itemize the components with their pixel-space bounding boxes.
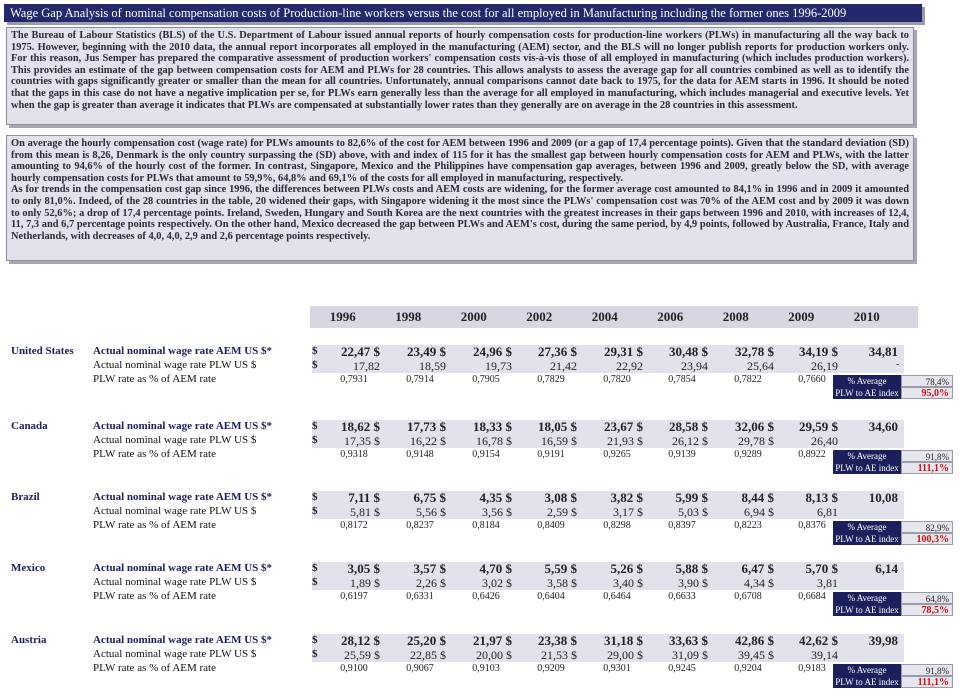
pct-value: 0,9154 [472, 449, 500, 460]
plw-value: 26,40 [811, 434, 838, 448]
year-header-2000: 2000 [460, 309, 487, 324]
stats-box [833, 592, 953, 616]
pct-value: 0,8184 [472, 520, 500, 531]
pct-value: 0,9139 [668, 449, 696, 460]
stat-row-index [833, 604, 953, 616]
pct-value: 0,6708 [734, 591, 762, 602]
aem-value: 5,70 $ [805, 561, 838, 576]
pct-value: 0,6426 [472, 591, 500, 602]
pct-value: 0,7822 [734, 374, 762, 385]
aem-value: 28,58 $ [669, 419, 708, 434]
pct-value: 0,9245 [668, 663, 696, 674]
country-name-canada: Canada [11, 420, 48, 432]
currency-sign: $ [312, 634, 318, 646]
aem-value: 18,33 $ [473, 419, 512, 434]
aem-value: 22,47 $ [341, 344, 380, 359]
pct-value: 0,6331 [406, 591, 434, 602]
aem-value: 4,35 $ [479, 490, 512, 505]
currency-sign: $ [312, 648, 318, 660]
label-aem: Actual nominal wage rate AEM US $* [93, 491, 273, 503]
stat-value-average: 91,8% [901, 664, 953, 676]
pct-value: 0,7905 [472, 374, 500, 385]
pct-value: 0,9265 [603, 449, 631, 460]
plw-value: 26,19 [811, 359, 838, 373]
stats-box [833, 375, 953, 399]
aem-value: 31,18 $ [604, 633, 643, 648]
pct-value: 0,8376 [798, 520, 826, 531]
plw-value: 2,26 $ [416, 576, 446, 590]
aem-value: 42,62 $ [799, 633, 838, 648]
stat-row-average [833, 521, 953, 533]
stat-value-average: 82,9% [901, 521, 953, 533]
aem-value: 29,31 $ [604, 344, 643, 359]
plw-value: 3,56 $ [482, 505, 512, 519]
analysis-paragraph-trends: As for trends in the compensation cost gap since 1996, the differences between PLWs costs and AEM costs are widening, for the former average cost amounted to 84,1% in 1996 and in 2009 it amounted to only 81,0%. Indeed, of the 28 countries in the table, 20 widened their gaps, with Singapore widening it the most since the PLWs' compensation cost was 70% of the AEM cost and by 2009 it was down to only 52,6%; a drop of 17,4 percentage points. Ireland, Sweden, Hungary and South Korea are the next countries with the greatest increases in their gaps between 1996 and 2010, with increases of 12,4, 11, 7,3 and 6,7 percentage points respectively. On the other hand, Mexico decreased the gap between PLWs and AEM's cost, during the same period, by 4,9 points, followed by Australia, France, Italy and Netherlands, with decreases of 4,0, 4,0, 2,9 and 2,6 percentage points respectively. [11, 184, 909, 242]
plw-value: 6,94 $ [744, 505, 774, 519]
aem-value: 23,49 $ [407, 344, 446, 359]
stat-row-index [833, 533, 953, 545]
plw-value: 5,56 $ [416, 505, 446, 519]
country-name-united-states: United States [11, 345, 74, 357]
page-title: Wage Gap Analysis of nominal compensation costs of Production-line workers versus the cost for all employed in Manufacturing including the former ones 1996-2009 [4, 4, 922, 22]
pct-value: 0,9204 [734, 663, 762, 674]
stat-label-average: % Average [833, 592, 901, 604]
pct-value: 0,8298 [603, 520, 631, 531]
pct-value: 0,8237 [406, 520, 434, 531]
plw-value: 17,82 [353, 359, 380, 373]
plw-value: 3,90 $ [678, 576, 708, 590]
label-plw: Actual nominal wage rate PLW US $ [93, 648, 257, 660]
currency-sign: $ [312, 420, 318, 432]
aem-value: 8,44 $ [741, 490, 774, 505]
label-plw: Actual nominal wage rate PLW US $ [93, 359, 257, 371]
currency-sign: $ [312, 359, 318, 371]
aem-value: 30,48 $ [669, 344, 708, 359]
stats-box [833, 450, 953, 474]
label-plw: Actual nominal wage rate PLW US $ [93, 576, 257, 588]
aem-value: 6,47 $ [741, 561, 774, 576]
plw-value: 39,45 $ [738, 648, 774, 662]
stat-value-average: 64,8% [901, 592, 953, 604]
stat-label-index: PLW to AE index [833, 676, 901, 688]
country-block [0, 345, 960, 401]
analysis-paragraph-average: On average the hourly compensation cost (wage rate) for PLWs amounts to 82,6% of the cost for AEM between 1996 and 2009 (or a gap of 17,4 percentage points). Given that the standard deviation (SD) from this mean is 8,26, Denmark is the only country surpassing the (SD) above, with and index of 115 for it has the smallest gap between hourly compensation costs for AEM and PLWs, with the latter amounting to 94,6% of the hourly cost of the former. In contrast, Singapore, Mexico and the Philippines have compensation gap averages, between 1996 and 2009, greatly below the SD, with average hourly compensation costs for PLWs that amount to 59,9%, 64,8% and 69,1% of the costs for all employed in manufacturing, respectively. [11, 138, 909, 184]
plw-value: 5,81 $ [350, 505, 380, 519]
stat-label-index: PLW to AE index [833, 387, 901, 399]
pct-value: 0,6404 [537, 591, 565, 602]
pct-value: 0,9183 [798, 663, 826, 674]
plw-value: 29,78 $ [738, 434, 774, 448]
pct-value: 0,8922 [798, 449, 826, 460]
aem-value: 32,78 $ [735, 344, 774, 359]
intro-paragraph: The Bureau of Labour Statistics (BLS) of the U.S. Department of Labour issued annual reports of hourly compensation costs for production-line workers (PLWs) in manufacturing all the way back to 1975. However, beginning with the 2010 data, the annual report incorporates all employed in the manufacturing (AEM) sector, and the BLS will no longer publish reports for production workers only. For this reason, Jus Semper has prepared the comparative assessment of production workers' compensation costs vis-à-vis those of all employed in manufacturing (which includes production workers). This provides an estimate of the gap between compensation costs for AEM and PLWs for 28 countries. This allows analysts to assess the average gap for all countries combined as well as to identify the countries with gaps significantly greater or smaller than the mean for all countries. Unfortunately, annual comparisons cannot date back to 1975, for the data for AEM starts in 1996. It should be noted that the gaps in this case do not have a negative implication per se, for PLWs earn generally less than the average for all employed in manufacturing, which includes managerial and executive levels. Yet when the gap is greater than average it indicates that PLWs are compensated at substantially lower rates than they generally are on average in the 28 countries in this assessment. [11, 30, 909, 111]
pct-value: 0,9067 [406, 663, 434, 674]
pct-value: 0,9289 [734, 449, 762, 460]
aem-value: 34,19 $ [799, 344, 838, 359]
aem-value: 18,62 $ [341, 419, 380, 434]
plw-value: 25,64 [747, 359, 774, 373]
aem-value: 32,06 $ [735, 419, 774, 434]
pct-value: 0,7660 [798, 374, 826, 385]
pct-value: 0,7820 [603, 374, 631, 385]
year-header-2010: 2010 [853, 309, 880, 324]
label-aem: Actual nominal wage rate AEM US $* [93, 634, 273, 646]
plw-value: 20,00 $ [476, 648, 512, 662]
plw-value: 3,17 $ [613, 505, 643, 519]
stat-label-index: PLW to AE index [833, 604, 901, 616]
aem-value: 4,70 $ [479, 561, 512, 576]
aem-value: 17,73 $ [407, 419, 446, 434]
pct-value: 0,9100 [340, 663, 368, 674]
plw-value: 21,42 [550, 359, 577, 373]
label-aem: Actual nominal wage rate AEM US $* [93, 420, 273, 432]
pct-value: 0,8172 [340, 520, 368, 531]
pct-value: 0,6197 [340, 591, 368, 602]
country-block [0, 420, 960, 476]
plw-value: 3,02 $ [482, 576, 512, 590]
country-block [0, 562, 960, 618]
stat-value-average: 91,8% [901, 450, 953, 462]
plw-value: 21,93 $ [607, 434, 643, 448]
plw-value: 21,53 $ [541, 648, 577, 662]
currency-sign: $ [312, 491, 318, 503]
plw-value: 16,59 $ [541, 434, 577, 448]
aem-value: 42,86 $ [735, 633, 774, 648]
currency-sign: $ [312, 345, 318, 357]
currency-sign: $ [312, 505, 318, 517]
plw-value: 6,81 [817, 505, 838, 519]
plw-value: 39,14 [811, 648, 838, 662]
year-header-2009: 2009 [788, 309, 815, 324]
pct-value: 0,9103 [472, 663, 500, 674]
plw-value: 16,78 $ [476, 434, 512, 448]
aem-value: 8,13 $ [805, 490, 838, 505]
plw-value: 17,35 $ [344, 434, 380, 448]
aem-value: 3,57 $ [413, 561, 446, 576]
year-header-2008: 2008 [722, 309, 749, 324]
label-plw: Actual nominal wage rate PLW US $ [93, 434, 257, 446]
intro-textbox [6, 27, 914, 125]
aem-value: 5,88 $ [675, 561, 708, 576]
stat-value-index: 95,0% [901, 387, 953, 399]
stat-label-average: % Average [833, 521, 901, 533]
label-pct: PLW rate as % of AEM rate [93, 373, 216, 385]
year-header-1996: 1996 [329, 309, 356, 324]
aem-value: 5,26 $ [610, 561, 643, 576]
currency-sign: $ [312, 562, 318, 574]
analysis-textbox [6, 135, 914, 261]
country-block [0, 634, 960, 690]
label-pct: PLW rate as % of AEM rate [93, 448, 216, 460]
pct-value: 0,6684 [798, 591, 826, 602]
stats-box [833, 521, 953, 545]
year-header-2006: 2006 [657, 309, 684, 324]
year-header-1998: 1998 [395, 309, 422, 324]
aem-value: 18,05 $ [538, 419, 577, 434]
aem-value: 3,08 $ [544, 490, 577, 505]
stat-row-average [833, 664, 953, 676]
plw-value: 18,59 [419, 359, 446, 373]
plw-value: 4,34 $ [744, 576, 774, 590]
country-name-brazil: Brazil [11, 491, 40, 503]
plw-value: 3,58 $ [547, 576, 577, 590]
country-name-mexico: Mexico [11, 562, 46, 574]
plw-value: 16,22 $ [410, 434, 446, 448]
pct-value: 0,7931 [340, 374, 368, 385]
plw-value: 31,09 $ [672, 648, 708, 662]
plw-value: 25,59 $ [344, 648, 380, 662]
aem-value-2010: 10,08 [868, 490, 898, 505]
aem-value-2010: 34,60 [868, 419, 898, 434]
aem-value-2010: 34,81 [868, 344, 898, 359]
aem-value: 23,67 $ [604, 419, 643, 434]
aem-value: 23,38 $ [538, 633, 577, 648]
label-aem: Actual nominal wage rate AEM US $* [93, 345, 273, 357]
aem-value: 3,82 $ [610, 490, 643, 505]
aem-value: 28,12 $ [341, 633, 380, 648]
aem-value: 24,96 $ [473, 344, 512, 359]
stat-value-index: 100,3% [901, 533, 953, 545]
currency-sign: $ [312, 576, 318, 588]
aem-value: 6,75 $ [413, 490, 446, 505]
aem-value: 5,99 $ [675, 490, 708, 505]
stat-row-index [833, 387, 953, 399]
aem-value: 5,59 $ [544, 561, 577, 576]
pct-value: 0,8223 [734, 520, 762, 531]
stat-value-average: 78,4% [901, 375, 953, 387]
plw-value: 22,85 $ [410, 648, 446, 662]
year-header-2002: 2002 [526, 309, 553, 324]
stat-label-index: PLW to AE index [833, 533, 901, 545]
pct-value: 0,7914 [406, 374, 434, 385]
stat-row-average [833, 375, 953, 387]
year-header-row [310, 306, 918, 328]
stat-value-index: 111,1% [901, 462, 953, 474]
plw-value: 19,73 [485, 359, 512, 373]
plw-value: 3,81 [817, 576, 838, 590]
aem-value-2010: 6,14 [875, 561, 898, 576]
pct-value: 0,7829 [537, 374, 565, 385]
stat-label-index: PLW to AE index [833, 462, 901, 474]
label-aem: Actual nominal wage rate AEM US $* [93, 562, 273, 574]
plw-2010-dash: - [896, 359, 900, 370]
stat-label-average: % Average [833, 450, 901, 462]
pct-value: 0,8409 [537, 520, 565, 531]
stat-row-average [833, 592, 953, 604]
aem-value: 27,36 $ [538, 344, 577, 359]
stats-box [833, 664, 953, 688]
plw-value: 5,03 $ [678, 505, 708, 519]
currency-sign: $ [312, 434, 318, 446]
country-name-austria: Austria [11, 634, 47, 646]
pct-value: 0,7854 [668, 374, 696, 385]
pct-value: 0,9209 [537, 663, 565, 674]
aem-value: 3,05 $ [347, 561, 380, 576]
plw-value: 23,94 [681, 359, 708, 373]
pct-value: 0,6464 [603, 591, 631, 602]
aem-value: 21,97 $ [473, 633, 512, 648]
pct-value: 0,9318 [340, 449, 368, 460]
stat-label-average: % Average [833, 664, 901, 676]
stat-row-index [833, 462, 953, 474]
pct-value: 0,6633 [668, 591, 696, 602]
stat-label-average: % Average [833, 375, 901, 387]
label-pct: PLW rate as % of AEM rate [93, 590, 216, 602]
label-pct: PLW rate as % of AEM rate [93, 662, 216, 674]
aem-value-2010: 39,98 [868, 633, 898, 648]
label-pct: PLW rate as % of AEM rate [93, 519, 216, 531]
pct-value: 0,9191 [537, 449, 565, 460]
stat-value-index: 78,5% [901, 604, 953, 616]
plw-value: 3,40 $ [613, 576, 643, 590]
year-header-2004: 2004 [591, 309, 618, 324]
stat-value-index: 111,1% [901, 676, 953, 688]
aem-value: 29,59 $ [799, 419, 838, 434]
plw-value: 1,89 $ [350, 576, 380, 590]
stat-row-index [833, 676, 953, 688]
aem-value: 7,11 $ [348, 490, 380, 505]
aem-value: 25,20 $ [407, 633, 446, 648]
stat-row-average [833, 450, 953, 462]
label-plw: Actual nominal wage rate PLW US $ [93, 505, 257, 517]
plw-value: 29,00 $ [607, 648, 643, 662]
plw-value: 2,59 $ [547, 505, 577, 519]
pct-value: 0,9148 [406, 449, 434, 460]
plw-value: 22,92 [616, 359, 643, 373]
country-block [0, 491, 960, 547]
aem-value: 33,63 $ [669, 633, 708, 648]
plw-value: 26,12 $ [672, 434, 708, 448]
pct-value: 0,8397 [668, 520, 696, 531]
pct-value: 0,9301 [603, 663, 631, 674]
